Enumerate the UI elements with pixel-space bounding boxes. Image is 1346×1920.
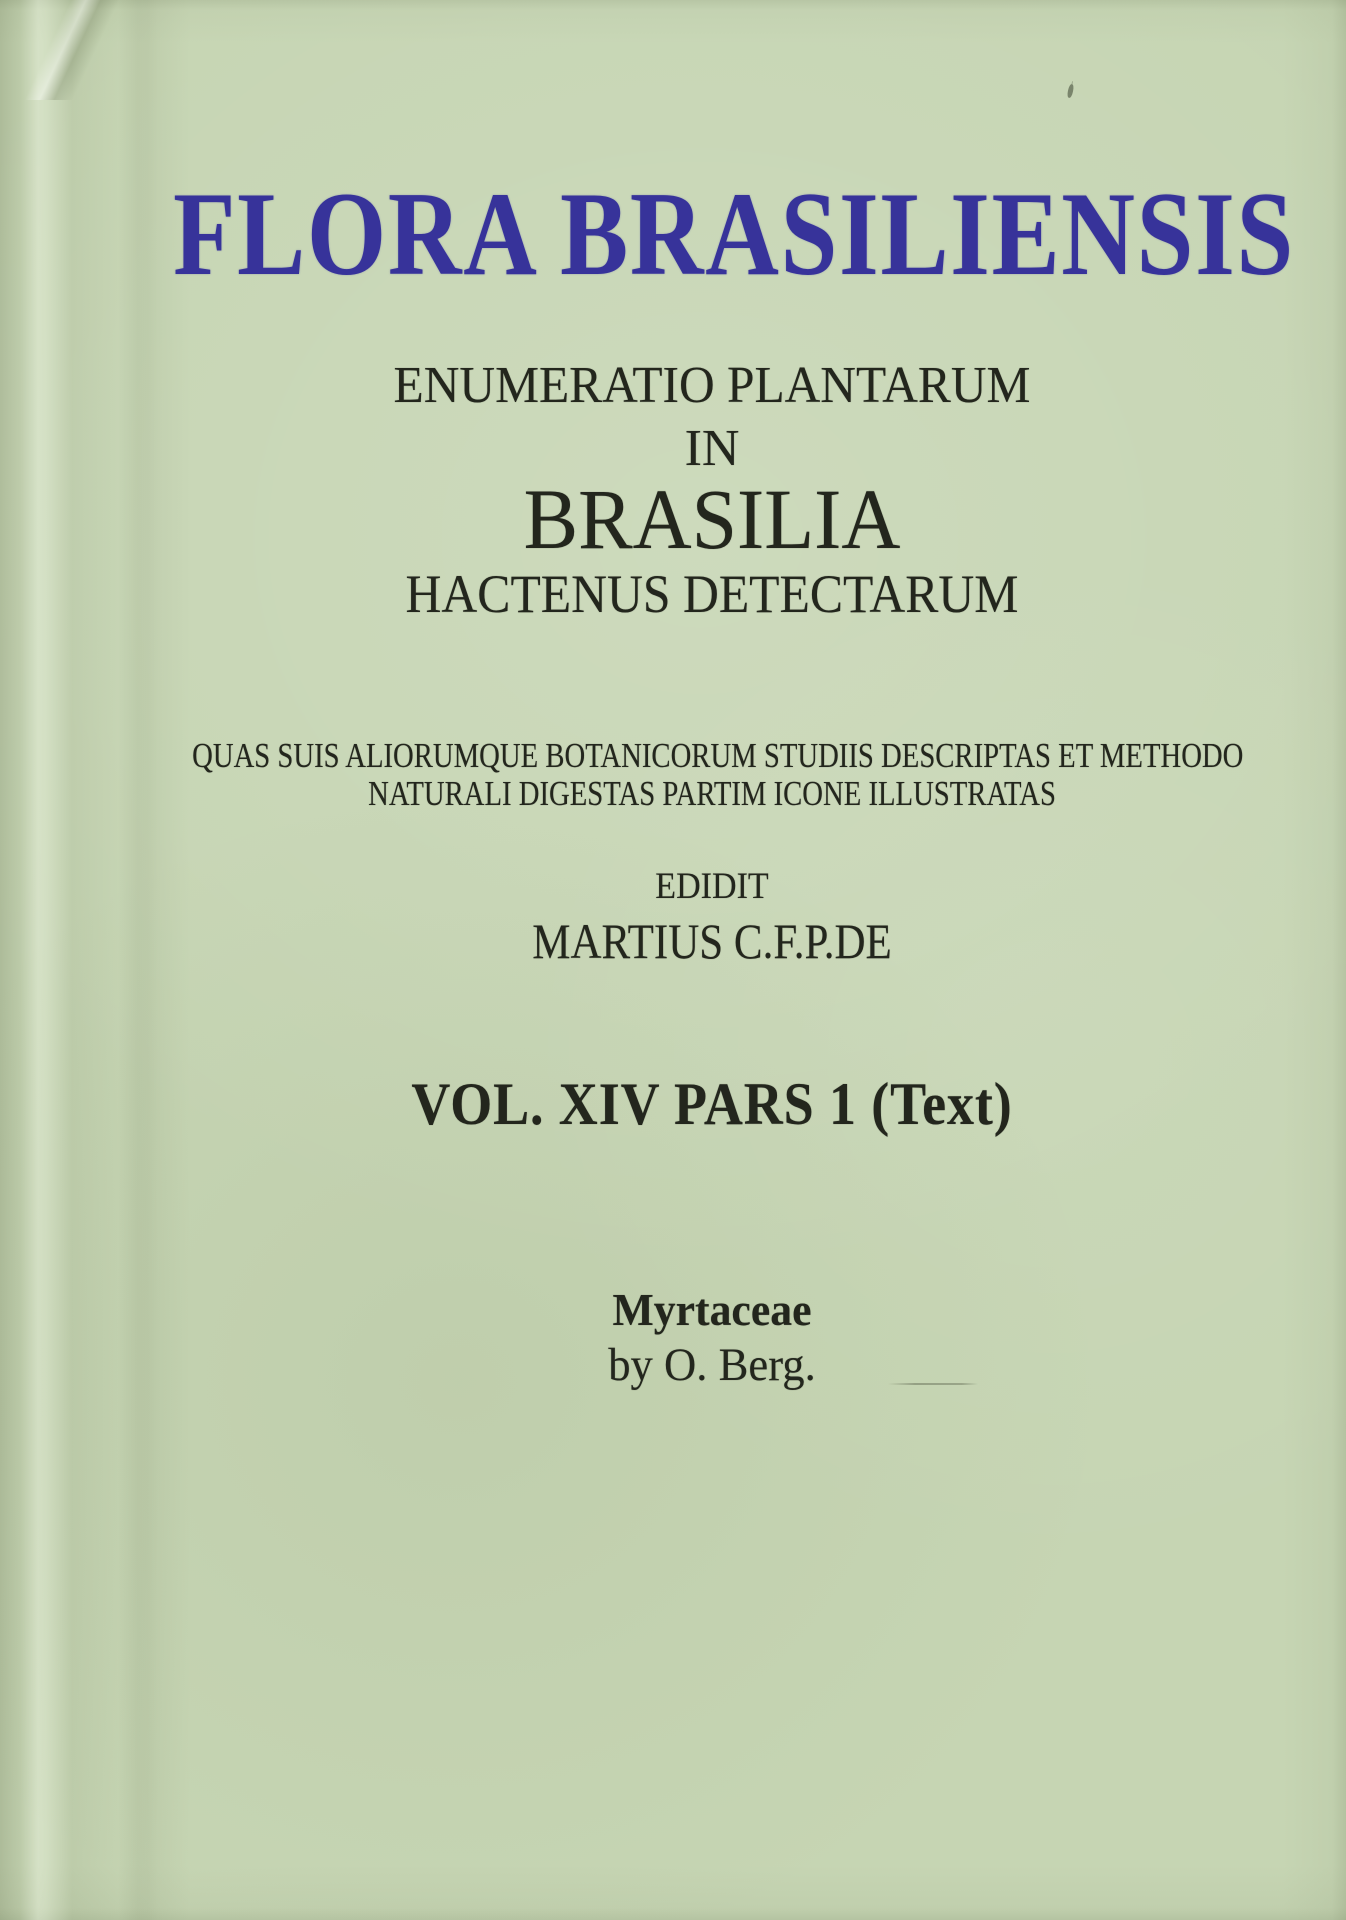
- section-family: Myrtaceae: [612, 1284, 812, 1335]
- volume-title: VOL. XIV PARS 1 (Text): [411, 1071, 1013, 1137]
- series-line-brasilia: BRASILIA: [523, 471, 901, 567]
- section-author: by O. Berg.: [608, 1339, 816, 1391]
- series-line-hactenus: HACTENUS DETECTARUM: [405, 564, 1019, 624]
- book-title: FLORA BRASILIENSIS: [173, 167, 1295, 300]
- series-line-in: IN: [684, 420, 740, 477]
- series-line-enumeratio: ENUMERATIO PLANTARUM: [393, 357, 1031, 414]
- method-note-line1: QUAS SUIS ALIORUMQUE BOTANICORUM STUDIIS DESCRIPTAS ET METHODO: [192, 736, 1244, 775]
- editor-label: EDIDIT: [655, 866, 769, 907]
- cover-text-block: [78, 0, 1346, 1920]
- method-note-line2: NATURALI DIGESTAS PARTIM ICONE ILLUSTRATAS: [368, 774, 1056, 813]
- editor-name: MARTIUS C.F.P.DE: [532, 913, 892, 969]
- method-note: [192, 736, 1244, 813]
